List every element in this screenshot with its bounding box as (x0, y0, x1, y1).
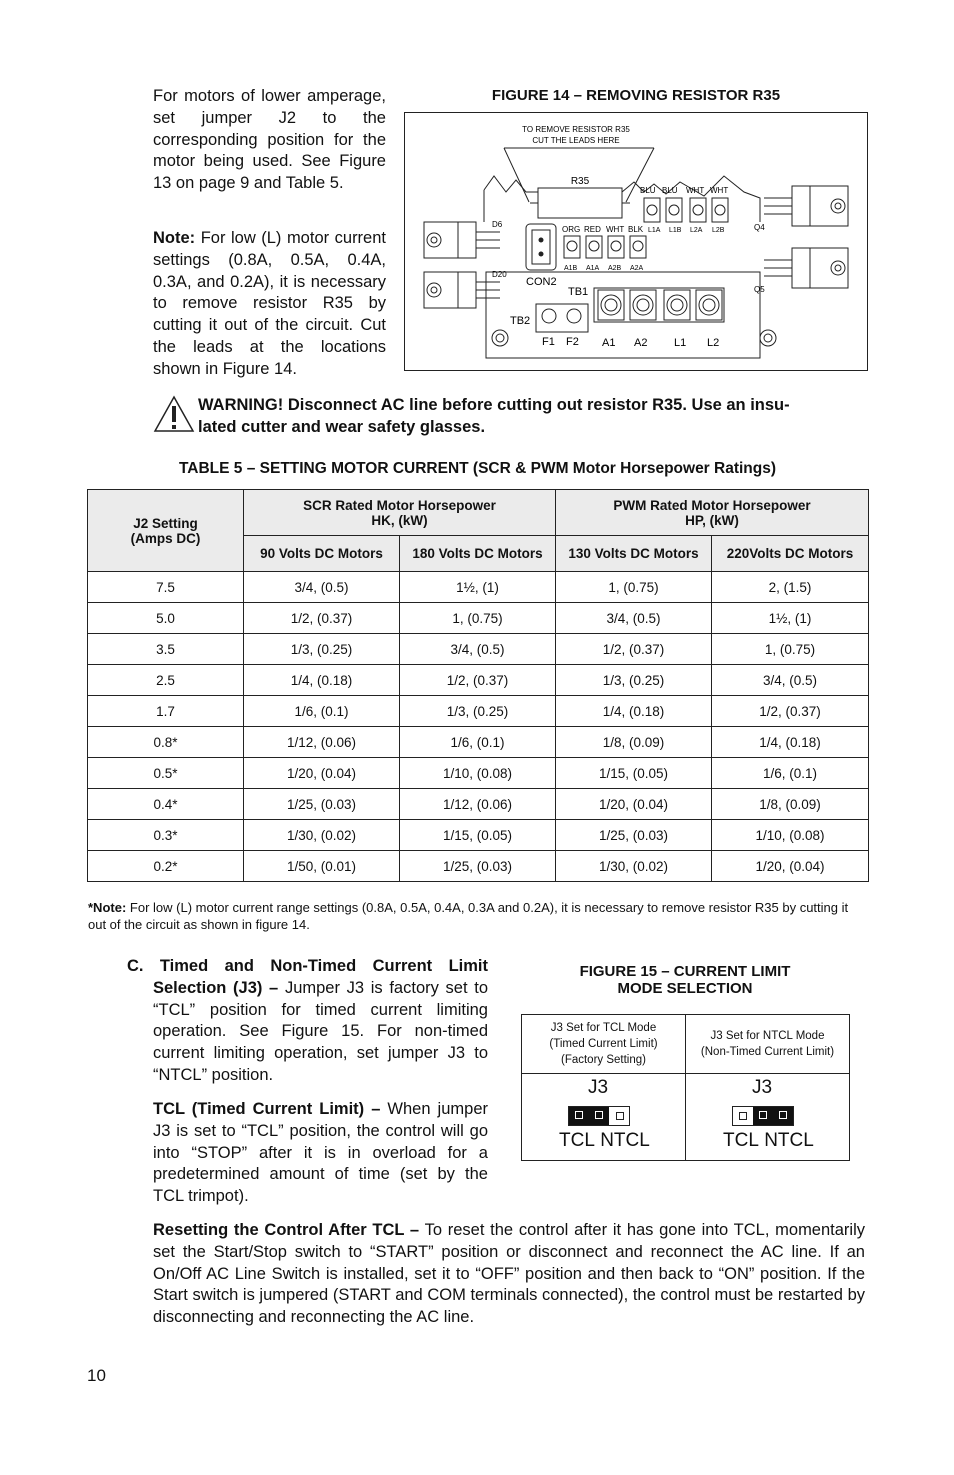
label-r35: R35 (570, 176, 590, 187)
resetting-paragraph: Resetting the Control After TCL – To reset the control after it has gone into TCL, momentarily set the Start/Stop switch to “START” position or disconnect and reconnect the AC line. If an On/Off AC Line Switch is installed, set it to “OFF” position and then back to “ON” position. If the Start switch is jumpered (START and COM terminals connected), the control must be restarted by disconnecting and reconnecting the AC line. (153, 1221, 865, 1327)
table-row: 2.5 1/4, (0.18) 1/2, (0.37) 1/3, (0.25) 3/4, (0.5) (88, 665, 869, 696)
j3-label-right: J3 (752, 1077, 773, 1098)
label-f1: F1 (542, 336, 555, 348)
label-l1: L1 (674, 337, 687, 349)
table-row: 0.4* 1/25, (0.03) 1/12, (0.06) 1/20, (0.04) 1/8, (0.09) (88, 789, 869, 820)
label-l2a: L2A (690, 227, 703, 234)
figure-15-title: FIGURE 15 – CURRENT LIMIT MODE SELECTION (579, 963, 791, 997)
figure-14-title: FIGURE 14 – REMOVING RESISTOR R35 (491, 87, 781, 104)
label-l2: L2 (707, 337, 720, 349)
note-text: For low (L) motor current settings (0.8A, 0.5A, 0.4A, 0.3A, and 0.2A), it is necessary to remove resistor R35 by cutting it out of the circuit. Cut the leads at the locations shown in Figure 14. (153, 229, 386, 378)
table-5-title: TABLE 5 – SETTING MOTOR CURRENT (SCR & PWM Motor Horsepower Ratings) (178, 460, 777, 477)
label-wht1: WHT (686, 186, 705, 195)
warning-text: WARNING! Disconnect AC line before cutting out resistor R35. Use an insu- lated cutter and wear safety glasses. (198, 396, 790, 436)
subheader-130v: 130 Volts DC Motors (556, 536, 712, 572)
note-label: Note: (153, 229, 196, 247)
ntcl-mode-header: J3 Set for NTCL Mode (Non-Timed Current Limit) (686, 1015, 849, 1074)
section-c-text: C. Timed and Non-Timed Current Limit Selection (J3) – Jumper J3 is factory set to “TCL” position for timed current limiting operation. See Figure 15. For non-timed current limiting operation, set jumper J3 to “NTCL” position. (127, 957, 488, 1084)
figure-15-jumper-diagram (521, 1014, 850, 1161)
jumper-ntcl-position (732, 1106, 794, 1126)
table-5 (87, 489, 869, 882)
intro-note (153, 228, 386, 381)
subheader-90v: 90 Volts DC Motors (244, 536, 400, 572)
label-a2b: A2B (608, 265, 622, 272)
label-blk: BLK (628, 225, 644, 234)
label-a2a: A2A (630, 265, 644, 272)
tcl-heading: TCL (Timed Current Limit) – (153, 1100, 381, 1118)
tcl-paragraph: TCL (Timed Current Limit) – When jumper J3 is set to “TCL” position, the control will go into “STOP” after it is in overload for a predetermined amount of time (set by the TCL trimpot). (153, 1100, 488, 1206)
warning-triangle-icon (153, 395, 195, 433)
label-d20: D20 (492, 270, 507, 279)
subheader-220v: 220Volts DC Motors (712, 536, 869, 572)
table-row: 7.5 3/4, (0.5) 1½, (1) 1, (0.75) 2, (1.5) (88, 572, 869, 603)
tcl-ntcl-labels-left: TCL NTCL (559, 1130, 650, 1151)
intro-paragraph: For motors of lower amperage, set jumper J2 to the corresponding position for the motor being used. See Figure 13 on page 9 and Table 5. (153, 87, 386, 193)
table-row: 0.3* 1/30, (0.02) 1/15, (0.05) 1/25, (0.03) 1/10, (0.08) (88, 820, 869, 851)
label-red: RED (584, 225, 601, 234)
section-c-heading: C. Timed and Non-Timed Current Limit Selection (J3) – (127, 957, 488, 997)
table-row: 1.7 1/6, (0.1) 1/3, (0.25) 1/4, (0.18) 1/2, (0.37) (88, 696, 869, 727)
table-5-note: *Note: For low (L) motor current range settings (0.8A, 0.5A, 0.4A, 0.3A and 0.2A), it is necessary to remove resistor R35 by cutting it out of the circuit as shown in figure 14. (88, 900, 849, 932)
label-a1a: A1A (586, 265, 600, 272)
table-row: 5.0 1/2, (0.37) 1, (0.75) 3/4, (0.5) 1½, (1) (88, 603, 869, 634)
label-f2: F2 (566, 336, 579, 348)
tcl-mode-header: J3 Set for TCL Mode (Timed Current Limit) (Factory Setting) (522, 1015, 685, 1074)
subheader-180v: 180 Volts DC Motors (400, 536, 556, 572)
resetting-heading: Resetting the Control After TCL – (153, 1221, 420, 1239)
label-blu2: BLU (662, 186, 678, 195)
label-wht2: WHT (710, 186, 729, 195)
page-number: 10 (87, 1366, 106, 1385)
j3-label-left: J3 (588, 1077, 609, 1098)
label-a1: A1 (602, 337, 616, 349)
label-a1b: A1B (564, 265, 578, 272)
callout-line-2: CUT THE LEADS HERE (532, 136, 620, 145)
figure-14-circuit-diagram (404, 112, 868, 372)
label-blu1: BLU (640, 186, 656, 195)
table-row: 0.8* 1/12, (0.06) 1/6, (0.1) 1/8, (0.09) 1/4, (0.18) (88, 727, 869, 758)
label-l1a: L1A (648, 227, 661, 234)
table-row: 0.5* 1/20, (0.04) 1/10, (0.08) 1/15, (0.05) 1/6, (0.1) (88, 758, 869, 789)
label-l1b: L1B (669, 227, 682, 234)
label-tb2: TB2 (510, 315, 531, 327)
jumper-tcl-position (568, 1106, 630, 1126)
label-a2: A2 (634, 337, 648, 349)
table-row: 0.2* 1/50, (0.01) 1/25, (0.03) 1/30, (0.02) 1/20, (0.04) (88, 851, 869, 882)
pwm-header: PWM Rated Motor Horsepower HP, (kW) (556, 490, 869, 536)
label-l2b: L2B (712, 227, 725, 234)
label-q5: Q5 (754, 285, 765, 294)
j2-setting-header: J2 Setting (Amps DC) (88, 490, 244, 572)
tcl-ntcl-labels-right: TCL NTCL (723, 1130, 814, 1151)
label-wht3: WHT (606, 225, 625, 234)
callout-line-1: TO REMOVE RESISTOR R35 (522, 125, 630, 134)
label-con2: CON2 (526, 276, 557, 288)
label-tb1: TB1 (568, 286, 589, 298)
label-org: ORG (562, 225, 581, 234)
table-row: 3.5 1/3, (0.25) 3/4, (0.5) 1/2, (0.37) 1, (0.75) (88, 634, 869, 665)
label-d6: D6 (492, 220, 503, 229)
scr-header: SCR Rated Motor Horsepower HK, (kW) (244, 490, 556, 536)
label-q4: Q4 (754, 223, 765, 232)
